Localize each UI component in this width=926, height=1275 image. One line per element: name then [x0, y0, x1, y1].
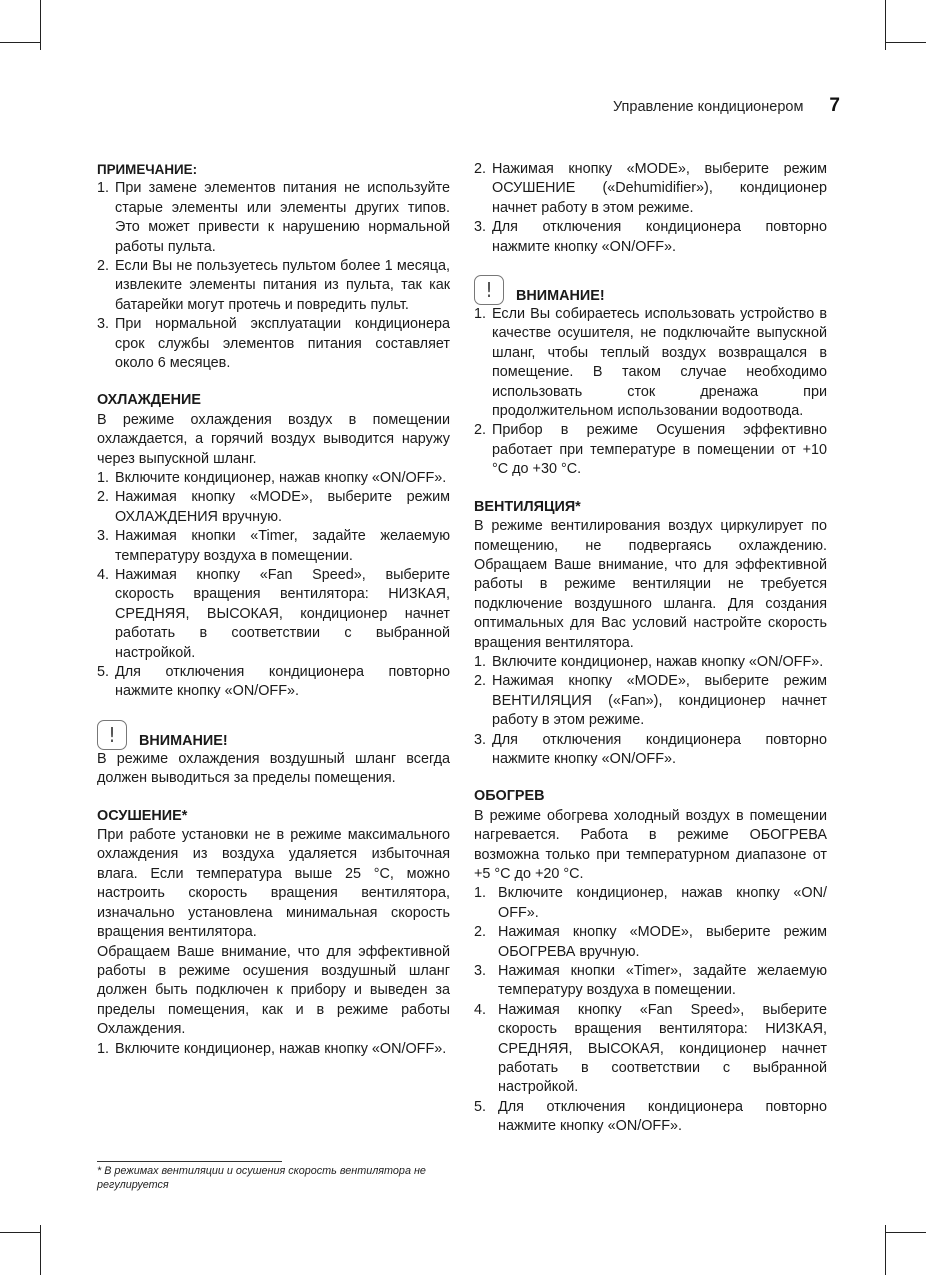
list-item: 3. Нажимая кнопки «Timer, задайте желаемую температуру воздуха в помещении.: [97, 528, 450, 564]
list-item: 5. Для отключения кондиционера повторно нажмите кнопку «ON/OFF».: [474, 1098, 827, 1135]
list-item: 1. Включите кондиционер, нажав кнопку «ON/OFF».: [97, 469, 447, 486]
footnote-rule: [97, 1161, 282, 1162]
list-item: 1. Если Вы собираетесь использовать устройство в качестве осушителя, не подключайте выпускной шланг, чтобы теплый воздух возвращался в помещение. В таком случае необходимо использовать сток дренажа при продолжительном использовании водоотвода.: [474, 306, 827, 420]
list-item: 3. Нажимая кнопки «Timer», задайте желаемую температуру воздуха в помещении.: [474, 963, 827, 999]
dry-warning-list: [474, 305, 827, 480]
fan-title: ВЕНТИЛЯЦИЯ*: [474, 498, 581, 515]
list-item: 3. Для отключения кондиционера повторно нажмите кнопку «ON/OFF».: [474, 219, 827, 255]
note-title: ПРИМЕЧАНИЕ:: [97, 162, 198, 177]
crop-mark: [886, 42, 926, 43]
cooling-title: ОХЛАЖДЕНИЕ: [97, 392, 201, 409]
note-list: [97, 179, 450, 373]
note-block: [97, 160, 450, 373]
crop-mark: [40, 0, 41, 50]
heat-intro: В режиме обогрева холодный воздух в помещении нагревается. Работа в режиме ОБОГРЕВА возможна только при температурном диапазоне от +5 °С до +20 °С.: [474, 807, 827, 882]
heat-list: [474, 884, 827, 1136]
dry-intro-1: При работе установки не в режиме максимального охлаждения из воздуха удаляется избыточная влага. Если температура выше 25 °С, можно настроить скорость вращения вентилятора, изначально установлена минимальная скорость вращения вентилятора.: [97, 827, 450, 941]
cooling-warning: [97, 720, 450, 750]
list-item: 2. Нажимая кнопку «MODE», выберите режим ОХЛАЖДЕНИЯ вручную.: [97, 489, 450, 525]
page-number: 7: [829, 95, 840, 116]
crop-mark: [0, 1232, 40, 1233]
section-title: Управление кондиционером: [613, 99, 804, 115]
dry-warning: [474, 275, 827, 305]
list-item: 1. Включите кондиционер, нажав кнопку «ON/OFF».: [97, 1040, 447, 1057]
list-item: 3. При нормальной эксплуатации кондиционера срок службы элементов питания составляет около 6 месяцев.: [97, 316, 450, 371]
list-item: 1. Включите кондиционер, нажав кнопку «ON/OFF».: [474, 653, 824, 670]
page-header: [613, 95, 840, 117]
dry-title: ОСУШЕНИЕ*: [97, 807, 188, 824]
dry-list-continued: [474, 160, 827, 257]
left-column: [97, 160, 450, 1059]
warning-icon: !: [474, 275, 504, 305]
crop-mark: [0, 42, 40, 43]
dry-list-start: [97, 1040, 450, 1059]
dry-intro-2: Обращаем Ваше внимание, что для эффективной работы в режиме осушения воздушный шланг должен быть подключен к прибору и выведен за пределы помещения, как и в режиме работы Охлаждения.: [97, 943, 450, 1038]
list-item: 1. Включите кондиционер, нажав кнопку «ON/ OFF».: [474, 885, 827, 921]
fan-list: [474, 653, 827, 769]
warning-title: ВНИМАНИЕ!: [516, 288, 605, 305]
crop-mark: [40, 1225, 41, 1275]
list-item: 2. Если Вы не пользуетесь пультом более 1 месяца, извлеките элементы питания из пульта, так как батарейки могут протечь и повредить пульт.: [97, 257, 450, 313]
cooling-intro: В режиме охлаждения воздух в помещении охлаждается, а горячий воздух выводится наружу через выпускной шланг.: [97, 411, 450, 467]
list-item: 4. Нажимая кнопку «Fan Speed», выберите скорость вращения вентилятора: НИЗКАЯ, СРЕДНЯЯ, ВЫСОКАЯ, кондиционер начнет работать в соответствии с выбранной настройкой.: [97, 567, 450, 661]
list-item: 1. При замене элементов питания не используйте старые элементы или элементы других типов. Это может привести к нарушению нормальной работы пульта.: [97, 180, 450, 255]
list-item: 4. Нажимая кнопку «Fan Speed», выберите скорость вращения вентилятора: НИЗКАЯ, СРЕДНЯЯ, ВЫСОКАЯ, кондиционер начнет работать в соответствии с выбранной настройкой.: [474, 1001, 827, 1096]
list-item: 2. Нажимая кнопку «MODE», выберите режим ОБОГРЕВА вручную.: [474, 924, 827, 960]
list-item: 2. Нажимая кнопку «MODE», выберите режим ОСУШЕНИЕ («Dehumidifier»), кондиционер начнет работу в этом режиме.: [474, 161, 827, 216]
right-column: [474, 160, 827, 1137]
heat-title: ОБОГРЕВ: [474, 788, 545, 805]
list-item: 3. Для отключения кондиционера повторно нажмите кнопку «ON/OFF».: [474, 731, 827, 767]
footnote: * В режимах вентиляции и осушения скорость вентилятора не регулируется: [97, 1165, 426, 1191]
warning-title: ВНИМАНИЕ!: [139, 732, 228, 749]
list-item: 2. Нажимая кнопку «MODE», выберите режим ВЕНТИЛЯЦИЯ («Fan»), кондиционер начнет работу в этом режиме.: [474, 673, 827, 729]
list-item: 2. Прибор в режиме Осушения эффективно работает при температуре в помещении от +10 °С до +30 °С.: [474, 422, 827, 478]
crop-mark: [886, 1232, 926, 1233]
cooling-list: [97, 469, 450, 702]
cooling-warning-text: В режиме охлаждения воздушный шланг всегда должен выводиться за пределы помещения.: [97, 750, 450, 787]
list-item: 5. Для отключения кондиционера повторно нажмите кнопку «ON/OFF».: [97, 664, 450, 700]
fan-intro: В режиме вентилирования воздух циркулирует по помещению, не подвергаясь охлаждению. Обращаем Ваше внимание, что для эффективной работы в режиме вентиляции не требуется подключение воздушного шланга. Для создания оптимальных для Вас условий настройте скорость вращения вентилятора.: [474, 518, 827, 651]
warning-icon: !: [97, 720, 127, 750]
